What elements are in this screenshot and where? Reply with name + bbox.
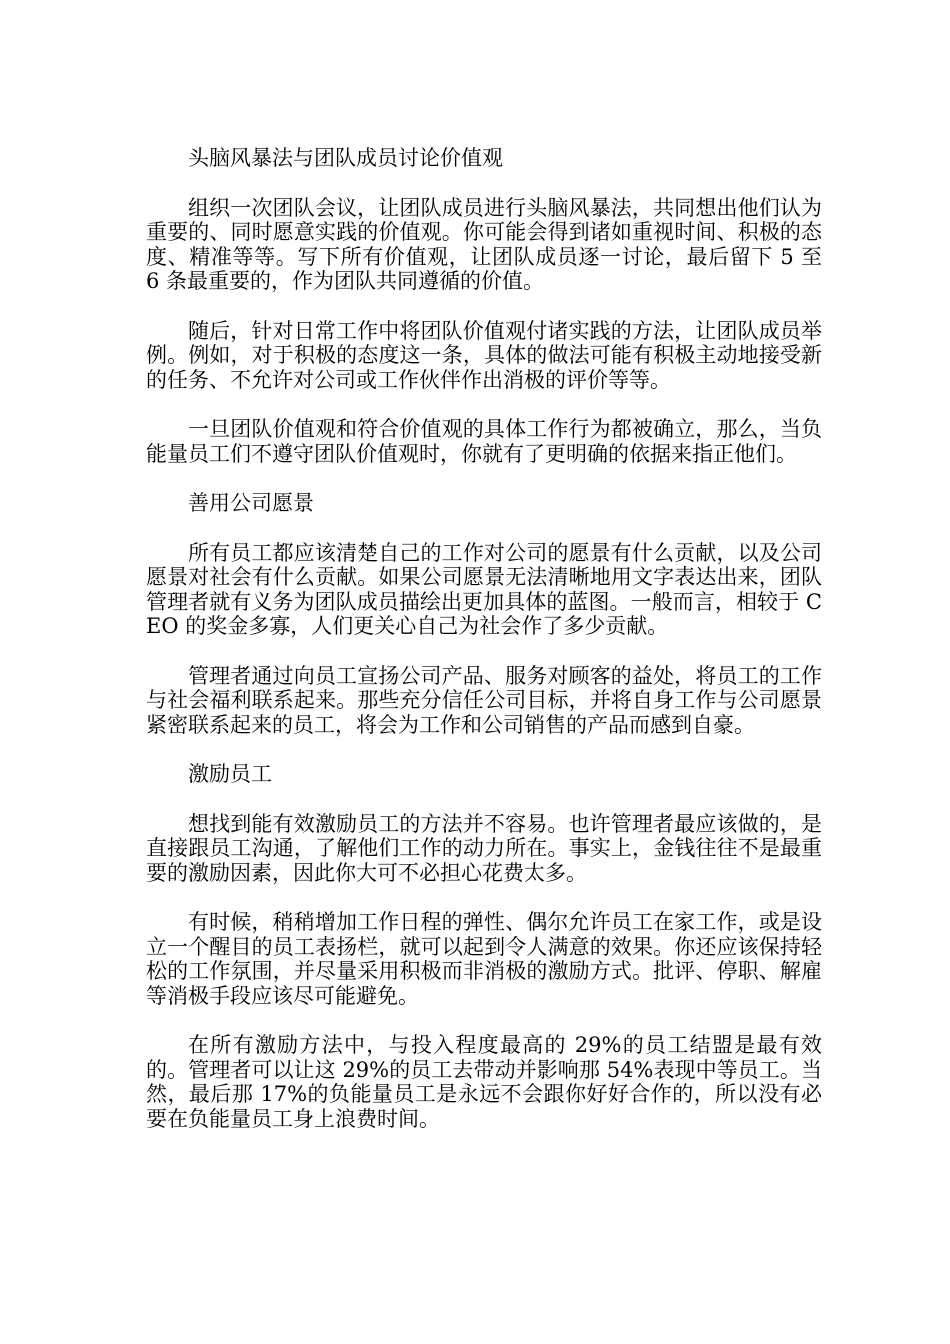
paragraph: 管理者通过向员工宣扬公司产品、服务对顾客的益处，将员工的工作与社会福利联系起来。那些充分信任公司目标，并将自身工作与公司愿景紧密联系起来的员工，将会为工作和公司销售的产品而感到自豪。: [146, 663, 822, 737]
paragraph: 有时候，稍稍增加工作日程的弹性、偶尔允许员工在家工作，或是设立一个醒目的员工表扬栏，就可以起到令人满意的效果。你还应该保持轻松的工作氛围，并尽量采用积极而非消极的激励方式。批评、停职、解雇等消极手段应该尽可能避免。: [146, 910, 822, 1008]
paragraph: 所有员工都应该清楚自己的工作对公司的愿景有什么贡献，以及公司愿景对社会有什么贡献。如果公司愿景无法清晰地用文字表达出来，团队管理者就有义务为团队成员描绘出更加具体的蓝图。一般而言，相较于 CEO 的奖金多寡，人们更关心自己为社会作了多少贡献。: [146, 540, 822, 638]
section-heading-motivation: 激励员工: [188, 762, 272, 786]
section-heading-brainstorm: 头脑风暴法与团队成员讨论价值观: [188, 146, 503, 170]
paragraph: 一旦团队价值观和符合价值观的具体工作行为都被确立，那么，当负能量员工们不遵守团队价值观时，你就有了更明确的依据来指正他们。: [146, 417, 822, 466]
paragraph: 在所有激励方法中，与投入程度最高的 29%的员工结盟是最有效的。管理者可以让这 29%的员工去带动并影响那 54%表现中等员工。当然，最后那 17%的负能量员工是永远不会跟你好好合作的，所以没有必要在负能量员工身上浪费时间。: [146, 1033, 822, 1131]
paragraph: 随后，针对日常工作中将团队价值观付诸实践的方法，让团队成员举例。例如，对于积极的态度这一条，具体的做法可能有积极主动地接受新的任务、不允许对公司或工作伙伴作出消极的评价等等。: [146, 318, 822, 392]
document-body: [146, 146, 822, 1156]
paragraph: 想找到能有效激励员工的方法并不容易。也许管理者最应该做的，是直接跟员工沟通，了解他们工作的动力所在。事实上，金钱往往不是最重要的激励因素，因此你大可不必担心花费太多。: [146, 811, 822, 885]
paragraph: 组织一次团队会议，让团队成员进行头脑风暴法，共同想出他们认为重要的、同时愿意实践的价值观。你可能会得到诸如重视时间、积极的态度、精准等等。写下所有价值观，让团队成员逐一讨论，最后留下 5 至 6 条最重要的，作为团队共同遵循的价值。: [146, 195, 822, 293]
section-heading-vision: 善用公司愿景: [188, 491, 314, 515]
